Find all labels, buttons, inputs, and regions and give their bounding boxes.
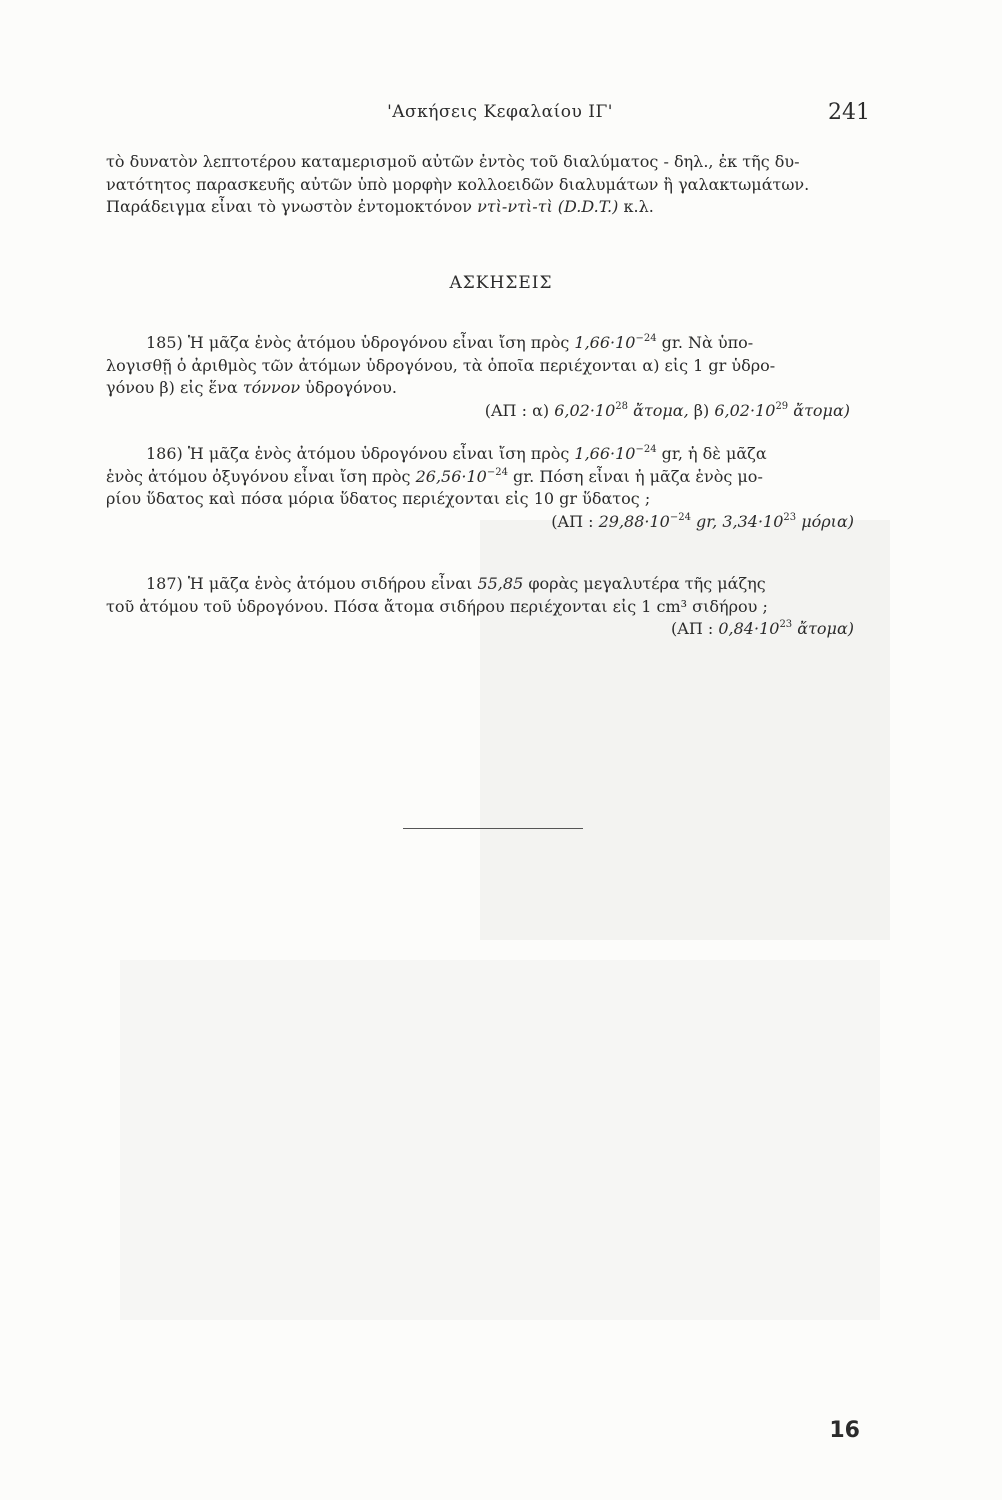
exercise-number: 187) — [146, 574, 183, 593]
intro-line: τὸ δυνατὸν λεπτοτέρου καταμερισμοῦ αὐτῶν ἐντὸς τοῦ διαλύματος - δηλ., ἐκ τῆς δυ- — [106, 152, 800, 171]
exercise-line: λογισθῇ ὁ ἀριθμὸς τῶν ἀτόμων ὑδρογόνου, τὰ ὁποῖα περιέχονται α) εἰς 1 gr ὑδρο- — [106, 355, 776, 375]
signature-mark: 16 — [829, 1418, 860, 1443]
exercise-185 — [106, 332, 884, 422]
exercise-answer: (ΑΠ : $29,88\cdot 10^{-24}$ gr, $3,34\cdot 10^{23}$ μόρια) — [551, 511, 854, 531]
exercise-answer: (ΑΠ : α) $6,02\cdot 10^{28}$ ἄτομα, β) $6,02\cdot 10^{29}$ ἄτομα) — [484, 400, 850, 420]
intro-line: νατότητος παρασκευῆς αὐτῶν ὑπὸ μορφὴν κολλοειδῶν διαλυμάτων ἢ γαλακτωμάτων. — [106, 174, 810, 194]
exercise-number: 185) — [146, 333, 183, 352]
exercise-line: 186) Ἡ μᾶζα ἑνὸς ἀτόμου ὑδρογόνου εἶναι ἴση πρὸς $1,66\cdot 10^{-24}$ gr, ἡ δὲ μᾶζα — [146, 444, 767, 463]
intro-paragraph — [106, 151, 884, 219]
running-title: 'Ασκήσεις Κεφαλαίου ΙΓ' — [387, 102, 613, 122]
section-divider — [403, 828, 583, 829]
exercise-answer: (ΑΠ : $0,84\cdot 10^{23}$ ἄτομα) — [671, 619, 854, 638]
exercise-186 — [106, 443, 884, 533]
exercise-line: γόνου β) εἰς ἕνα τόννον ὑδρογόνου. — [106, 378, 397, 397]
exercise-line: ἑνὸς ἀτόμου ὀξυγόνου εἶναι ἴση πρὸς $26,56\cdot 10^{-24}$ gr. Πόση εἶναι ἡ μᾶζα ἑνὸς μο- — [106, 466, 763, 486]
exercise-line: 185) Ἡ μᾶζα ἑνὸς ἀτόμου ὑδρογόνου εἶναι ἴση πρὸς $1,66\cdot 10^{-24}$ gr. Νὰ ὑπο- — [146, 333, 754, 352]
section-heading: ΑΣΚΗΣΕΙΣ — [449, 273, 553, 293]
intro-line: Παράδειγμα εἶναι τὸ γνωστὸν ἐντομοκτόνον ντὶ-ντὶ-τὶ (D.D.T.) κ.λ. — [106, 197, 654, 216]
exercise-number: 186) — [146, 444, 183, 463]
exercise-line: 187) Ἡ μᾶζα ἑνὸς ἀτόμου σιδήρου εἶναι 55,85 φορὰς μεγαλυτέρα τῆς μάζης — [146, 574, 766, 593]
exercise-line: ρίου ὕδατος καὶ πόσα μόρια ὕδατος περιέχονται εἰς 10 gr ὕδατος ; — [106, 489, 651, 508]
exercise-187 — [106, 573, 884, 641]
bleed-through-shadow — [120, 960, 880, 1320]
page-number: 241 — [828, 100, 870, 125]
exercise-line: τοῦ ἀτόμου τοῦ ὑδρογόνου. Πόσα ἄτομα σιδήρου περιέχονται εἰς 1 cm³ σιδήρου ; — [106, 596, 768, 616]
